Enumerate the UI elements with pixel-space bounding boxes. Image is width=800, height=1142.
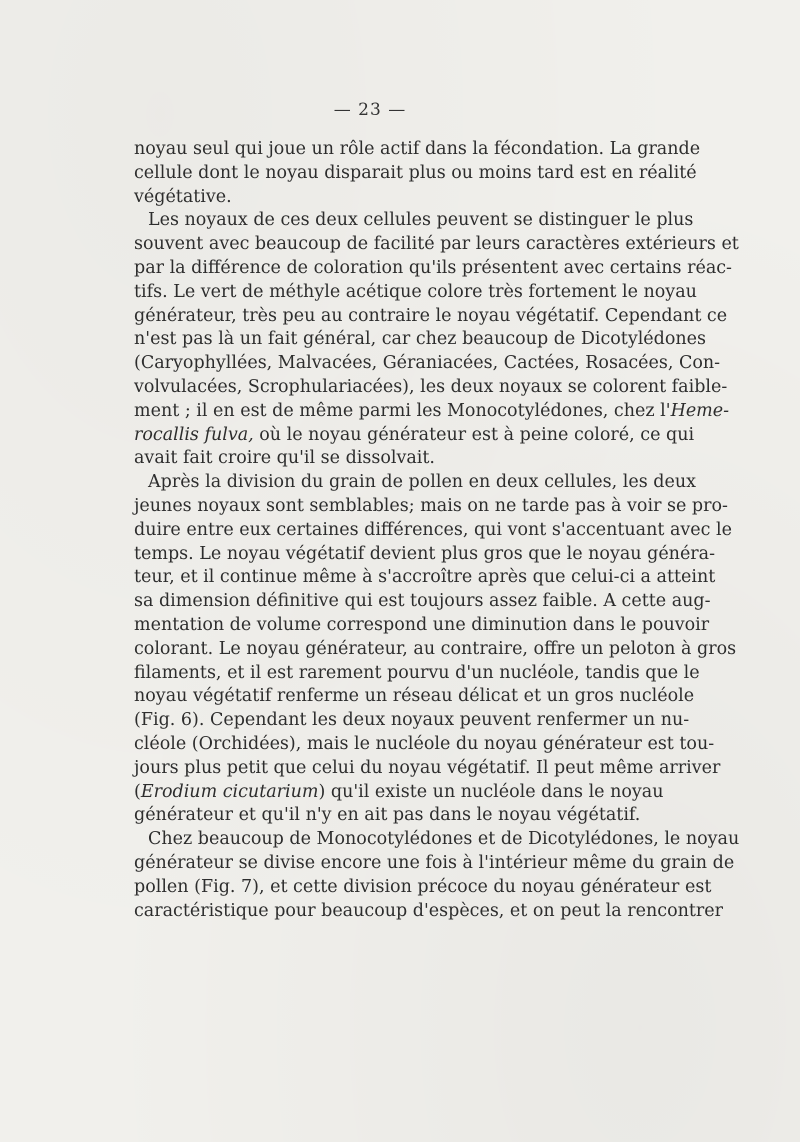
body-text [134,138,740,923]
text-line: sa dimension définitive qui est toujours assez faible. A cette aug- [134,591,711,612]
text-line: (Erodium cicutarium) qu'il existe un nucléole dans le noyau [134,781,664,802]
text-line: (Caryophyllées, Malvacées, Géraniacées, Cactées, Rosacées, Con- [134,353,721,374]
text-line: caractéristique pour beaucoup d'espèces, et on peut la rencontrer [134,900,723,921]
text-line: jours plus petit que celui du noyau végétatif. Il peut même arriver [134,757,721,778]
text-line: générateur et qu'il n'y en ait pas dans le noyau végétatif. [134,805,641,826]
page-number: — 23 — [333,100,407,120]
text-line: noyau végétatif renferme un réseau délicat et un gros nucléole [134,686,695,707]
text-line: teur, et il continue même à s'accroître après que celui-ci a atteint [134,567,716,588]
text-line: volvulacées, Scrophulariacées), les deux noyaux se colorent faible- [134,376,728,397]
text-line: jeunes noyaux sont semblables; mais on ne tarde pas à voir se pro- [134,495,728,516]
text-line: par la différence de coloration qu'ils présentent avec certains réac- [134,257,732,278]
text-line: tifs. Le vert de méthyle acétique colore très fortement le noyau [134,281,697,302]
text-line: n'est pas là un fait général, car chez beaucoup de Dicotylédones [134,329,707,350]
text-line: temps. Le noyau végétatif devient plus gros que le noyau généra- [134,543,716,564]
text-line: (Fig. 6). Cependant les deux noyaux peuvent renfermer un nu- [134,710,690,731]
text-line: générateur, très peu au contraire le noyau végétatif. Cependant ce [134,305,728,326]
text-line: cléole (Orchidées), mais le nucléole du noyau générateur est tou- [134,733,715,754]
text-line: souvent avec beaucoup de facilité par leurs caractères extérieurs et [134,234,739,255]
text-line: duire entre eux certaines différences, qui vont s'accentuant avec le [134,519,732,540]
text-line: ment ; il en est de même parmi les Monocotylédones, chez l'Heme- [134,400,730,421]
text-line: avait fait croire qu'il se dissolvait. [134,448,435,469]
text-line: Après la division du grain de pollen en deux cellules, les deux [148,472,696,493]
text-line: Les noyaux de ces deux cellules peuvent se distinguer le plus [148,210,694,231]
text-line: filaments, et il est rarement pourvu d'un nucléole, tandis que le [134,662,700,683]
text-line: Chez beaucoup de Monocotylédones et de Dicotylédones, le noyau [148,829,740,850]
text-line: générateur se divise encore une fois à l'intérieur même du grain de [134,852,735,873]
text-line: végétative. [134,186,232,207]
text-line: pollen (Fig. 7), et cette division précoce du noyau générateur est [134,876,712,897]
text-line: cellule dont le noyau disparait plus ou moins tard est en réalité [134,162,697,183]
text-line: noyau seul qui joue un rôle actif dans la fécondation. La grande [134,139,701,159]
text-line: rocallis fulva, où le noyau générateur est à peine coloré, ce qui [134,424,695,445]
text-line: mentation de volume correspond une diminution dans le pouvoir [134,614,710,635]
text-line: colorant. Le noyau générateur, au contraire, offre un peloton à gros [134,638,737,659]
